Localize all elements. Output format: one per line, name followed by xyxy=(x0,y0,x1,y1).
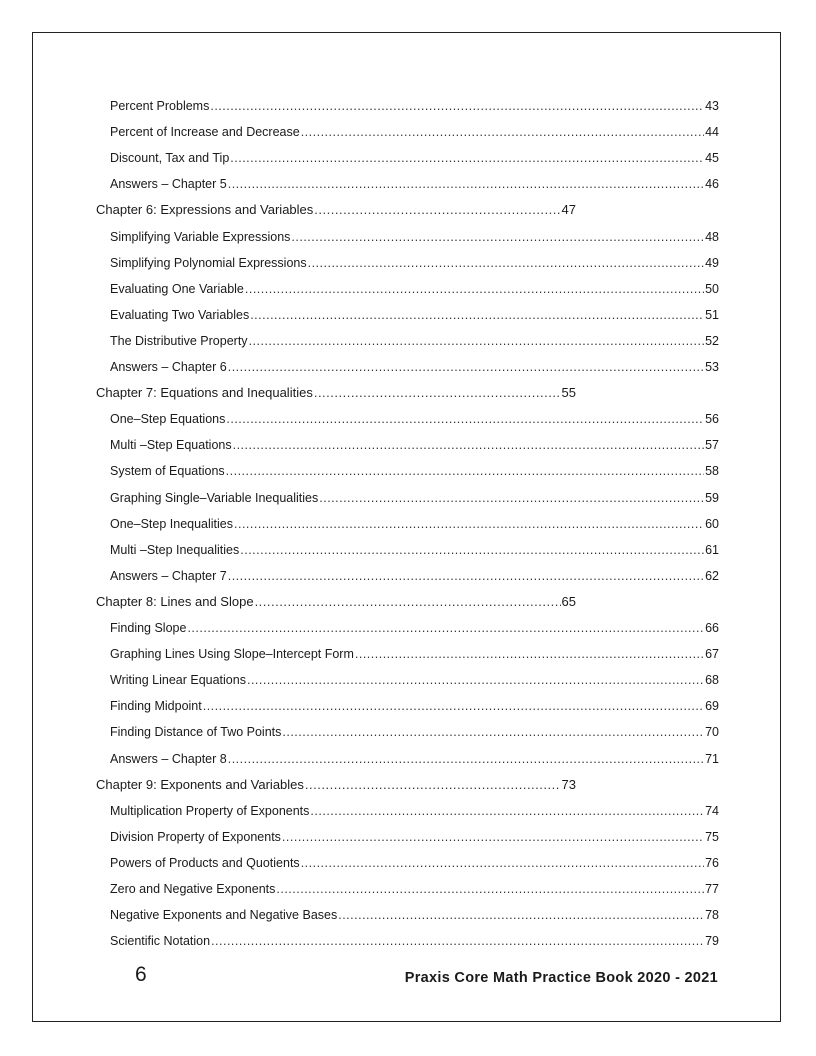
toc-entry-page: 79 xyxy=(705,934,719,949)
toc-entry-page: 53 xyxy=(705,360,719,374)
toc-section-entry xyxy=(110,407,719,427)
dot-leader xyxy=(245,281,704,297)
dot-leader xyxy=(233,437,704,453)
toc-entry-title: Division Property of Exponents xyxy=(110,829,281,844)
dot-leader xyxy=(211,933,704,949)
toc-section-entry xyxy=(110,277,719,297)
dot-leader xyxy=(247,672,704,688)
dot-leader xyxy=(314,385,561,401)
toc-entry-title: Zero and Negative Exponents xyxy=(110,882,276,896)
toc-entry-title: Chapter 9: Exponents and Variables xyxy=(96,776,304,792)
toc-entry-title: Finding Slope xyxy=(110,621,187,635)
toc-section-entry xyxy=(110,668,719,688)
dot-leader xyxy=(226,411,704,427)
toc-entry-title: Negative Exponents and Negative Bases xyxy=(110,908,338,923)
toc-section-entry xyxy=(110,903,719,923)
toc-entry-page: 47 xyxy=(561,202,576,218)
toc-section-entry xyxy=(110,146,719,166)
toc-section-entry xyxy=(110,564,719,584)
toc-entry-title: Graphing Single–Variable Inequalities xyxy=(110,490,319,505)
dot-leader xyxy=(230,150,704,166)
dot-leader xyxy=(291,229,704,245)
toc-entry-page: 69 xyxy=(705,699,719,714)
toc-entry-page: 62 xyxy=(705,568,719,583)
toc-entry-title: Answers – Chapter 5 xyxy=(110,177,227,192)
toc-entry-title: Percent of Increase and Decrease xyxy=(110,125,300,140)
toc-entry-title: One–Step Equations xyxy=(110,412,226,427)
toc-entry-title: Answers – Chapter 7 xyxy=(110,568,227,583)
toc-entry-page: 77 xyxy=(705,882,719,896)
toc-section-entry xyxy=(110,720,719,740)
toc-entry-title: Scientific Notation xyxy=(110,934,211,949)
toc-entry-title: Chapter 7: Equations and Inequalities xyxy=(96,385,313,401)
toc-entry-page: 48 xyxy=(705,229,719,244)
dot-leader xyxy=(276,881,704,897)
toc-section-entry xyxy=(110,877,719,897)
toc-entry-title: Answers – Chapter 6 xyxy=(110,360,227,374)
toc-entry-page: 67 xyxy=(705,647,719,662)
toc-entry-title: Multiplication Property of Exponents xyxy=(110,803,310,818)
dot-leader xyxy=(282,829,704,845)
dot-leader xyxy=(355,646,704,662)
toc-entry-page: 65 xyxy=(561,593,576,609)
toc-entry-page: 74 xyxy=(705,803,719,818)
dot-leader xyxy=(187,620,704,636)
toc-section-entry xyxy=(110,251,719,271)
toc-section-entry xyxy=(110,433,719,453)
toc-entry-page: 44 xyxy=(705,125,719,140)
toc-entry-title: Simplifying Polynomial Expressions xyxy=(110,255,307,270)
dot-leader xyxy=(226,463,704,479)
toc-entry-page: 57 xyxy=(705,438,719,453)
toc-entry-page: 78 xyxy=(705,908,719,923)
toc-entry-page: 59 xyxy=(705,490,719,505)
toc-section-entry xyxy=(110,225,719,245)
toc-entry-page: 49 xyxy=(705,255,719,270)
dot-leader xyxy=(228,568,704,584)
toc-section-entry xyxy=(110,120,719,140)
toc-entry-title: Evaluating Two Variables xyxy=(110,307,250,322)
toc-section-entry xyxy=(110,538,719,558)
dot-leader xyxy=(301,124,704,140)
page-number: 6 xyxy=(135,963,147,986)
dot-leader xyxy=(319,490,704,506)
dot-leader xyxy=(240,542,704,558)
toc-section-entry xyxy=(110,851,719,871)
toc-section-entry xyxy=(110,825,719,845)
toc-entry-page: 45 xyxy=(705,151,719,166)
toc-entry-page: 76 xyxy=(705,855,719,870)
toc-entry-title: Graphing Lines Using Slope–Intercept Form xyxy=(110,647,354,662)
dot-leader xyxy=(203,698,704,714)
dot-leader xyxy=(249,333,705,349)
toc-entry-title: Evaluating One Variable xyxy=(110,281,244,296)
toc-entry-title: Finding Midpoint xyxy=(110,699,202,714)
toc-entry-page: 61 xyxy=(705,542,719,557)
dot-leader xyxy=(305,777,561,793)
toc-entry-title: System of Equations xyxy=(110,464,225,479)
toc-chapter-entry xyxy=(96,773,576,793)
toc-chapter-entry xyxy=(96,590,576,610)
toc-entry-title: Writing Linear Equations xyxy=(110,673,246,688)
toc-entry-title: Percent Problems xyxy=(110,99,210,113)
toc-section-entry xyxy=(110,694,719,714)
toc-entry-page: 71 xyxy=(705,751,719,766)
dot-leader xyxy=(314,202,560,218)
toc-section-entry xyxy=(110,642,719,662)
toc-section-entry xyxy=(110,172,719,192)
toc-entry-page: 52 xyxy=(705,333,719,348)
toc-entry-page: 43 xyxy=(705,99,719,113)
toc-entry-title: Finding Distance of Two Points xyxy=(110,725,282,740)
toc-section-entry xyxy=(110,616,719,636)
toc-section-entry xyxy=(110,512,719,532)
toc-entry-title: Simplifying Variable Expressions xyxy=(110,229,291,244)
toc-section-entry xyxy=(110,355,719,375)
dot-leader xyxy=(310,803,704,819)
toc-entry-page: 70 xyxy=(705,725,719,740)
toc-section-entry xyxy=(110,747,719,767)
dot-leader xyxy=(228,751,704,767)
dot-leader xyxy=(250,307,704,323)
toc-section-entry xyxy=(110,799,719,819)
dot-leader xyxy=(210,98,704,114)
toc-entry-title: Chapter 6: Expressions and Variables xyxy=(96,202,314,218)
toc-entry-title: Multi –Step Inequalities xyxy=(110,542,240,557)
dot-leader xyxy=(255,594,561,610)
toc-entry-page: 46 xyxy=(705,177,719,192)
toc-chapter-entry xyxy=(96,381,576,401)
toc-section-entry xyxy=(110,329,719,349)
toc-section-entry xyxy=(110,303,719,323)
dot-leader xyxy=(282,724,704,740)
toc-entry-page: 60 xyxy=(705,516,719,531)
toc-entry-title: Multi –Step Equations xyxy=(110,438,232,453)
toc-entry-title: One–Step Inequalities xyxy=(110,516,234,531)
toc-entry-page: 58 xyxy=(705,464,719,479)
toc-entry-page: 66 xyxy=(705,621,719,635)
dot-leader xyxy=(234,516,704,532)
toc-section-entry xyxy=(110,94,719,114)
toc-entry-page: 73 xyxy=(561,776,576,792)
toc-section-entry xyxy=(110,486,719,506)
toc-entry-page: 51 xyxy=(705,307,719,322)
toc-entry-title: Chapter 8: Lines and Slope xyxy=(96,593,254,609)
toc-entry-title: The Distributive Property xyxy=(110,333,248,348)
toc-section-entry xyxy=(110,459,719,479)
toc-entry-page: 55 xyxy=(561,385,576,401)
dot-leader xyxy=(308,255,704,271)
toc-entry-title: Answers – Chapter 8 xyxy=(110,751,227,766)
toc-entry-page: 68 xyxy=(705,673,719,688)
toc-entry-page: 56 xyxy=(705,412,719,427)
toc-entry-page: 50 xyxy=(705,281,719,296)
dot-leader xyxy=(301,855,704,871)
dot-leader xyxy=(228,359,704,375)
toc-entry-page: 75 xyxy=(705,829,719,844)
dot-leader xyxy=(228,176,704,192)
toc-chapter-entry xyxy=(96,198,576,218)
toc-entry-title: Powers of Products and Quotients xyxy=(110,855,300,870)
book-title: Praxis Core Math Practice Book 2020 - 2021 xyxy=(404,970,718,986)
toc-entry-title: Discount, Tax and Tip xyxy=(110,151,230,166)
toc-section-entry xyxy=(110,929,719,949)
dot-leader xyxy=(338,907,704,923)
